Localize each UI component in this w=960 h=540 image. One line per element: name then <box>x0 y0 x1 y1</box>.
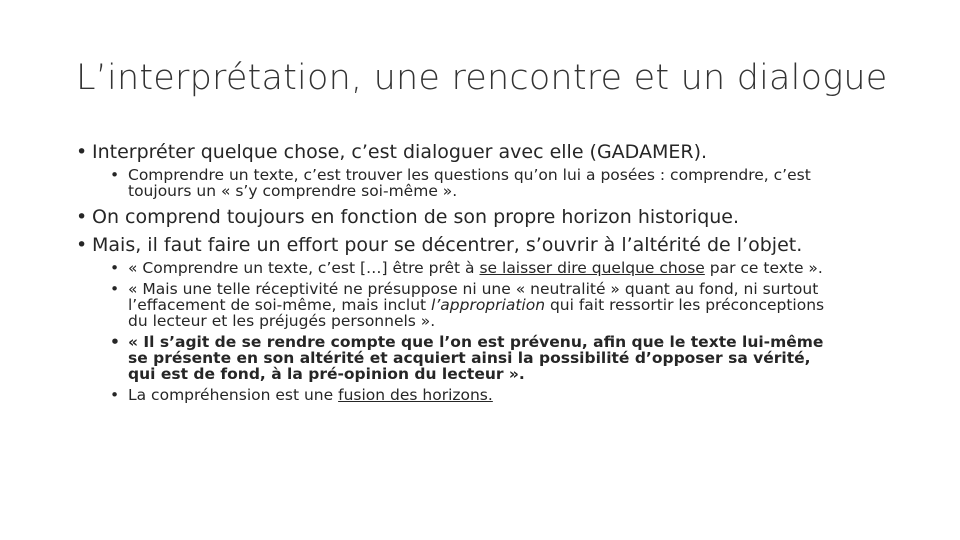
bullet-text: Interpréter quelque chose, c’est dialoguer avec elle (GADAMER). <box>92 141 708 163</box>
sub-bullet-list <box>76 260 836 403</box>
sub-bullet-text-start: « Mais une telle réceptivité ne présuppose ni une « neutralité » quant au fond, ni surtout l’effacement de soi-même, mais inclut <box>128 280 819 314</box>
sub-bullet-text-end: par ce texte ». <box>704 259 823 277</box>
bullet-text: On comprend toujours en fonction de son propre horizon historique. <box>92 206 740 228</box>
sub-bullet-fusion-horizons <box>110 387 836 403</box>
bullet-icon: • <box>110 280 120 298</box>
sub-bullet-prevenu <box>110 334 836 382</box>
bullet-gadamer-dialogue <box>76 140 896 165</box>
italic-phrase: l’appropriation <box>431 296 546 314</box>
bullet-text: Mais, il faut faire un effort pour se décentrer, s’ouvrir à l’altérité de l’objet. <box>92 234 803 256</box>
bullet-icon: • <box>110 386 120 404</box>
sub-bullet-laisser-dire <box>110 260 836 276</box>
sub-bullet-text-start: « Comprendre un texte, c’est […] être prêt à <box>128 259 480 277</box>
slide-body <box>76 140 896 403</box>
sub-bullet-comprendre-texte <box>110 167 848 199</box>
bullet-horizon-historique <box>76 205 896 230</box>
bullet-icon: • <box>110 259 120 277</box>
bullet-se-decentrer <box>76 233 896 258</box>
bullet-icon: • <box>110 333 120 351</box>
underlined-phrase: se laisser dire quelque chose <box>479 259 705 277</box>
sub-bullet-receptivite <box>110 281 836 329</box>
sub-bullet-text-end: qui fait ressortir les préconceptions du lecteur et les préjugés personnels ». <box>128 296 825 330</box>
sub-bullet-text: Comprendre un texte, c’est trouver les questions qu’on lui a posées : comprendre, c’est toujours un « s’y comprendre soi-même ». <box>128 166 811 200</box>
bullet-icon: • <box>76 206 88 228</box>
underlined-phrase: fusion des horizons. <box>338 386 493 404</box>
slide-title: L’interprétation, une rencontre et un dialogue <box>76 58 888 98</box>
bullet-icon: • <box>76 141 88 163</box>
bullet-icon: • <box>76 234 88 256</box>
sub-bullet-text: « Il s’agit de se rendre compte que l’on est prévenu, afin que le texte lui-même se présente en son altérité et acquiert ainsi la possibilité d’opposer sa vérité, qui est de fond, à la pré-opinion du lecteur ». <box>128 333 824 383</box>
bullet-icon: • <box>110 166 120 184</box>
sub-bullet-text-start: La compréhension est une <box>128 386 339 404</box>
